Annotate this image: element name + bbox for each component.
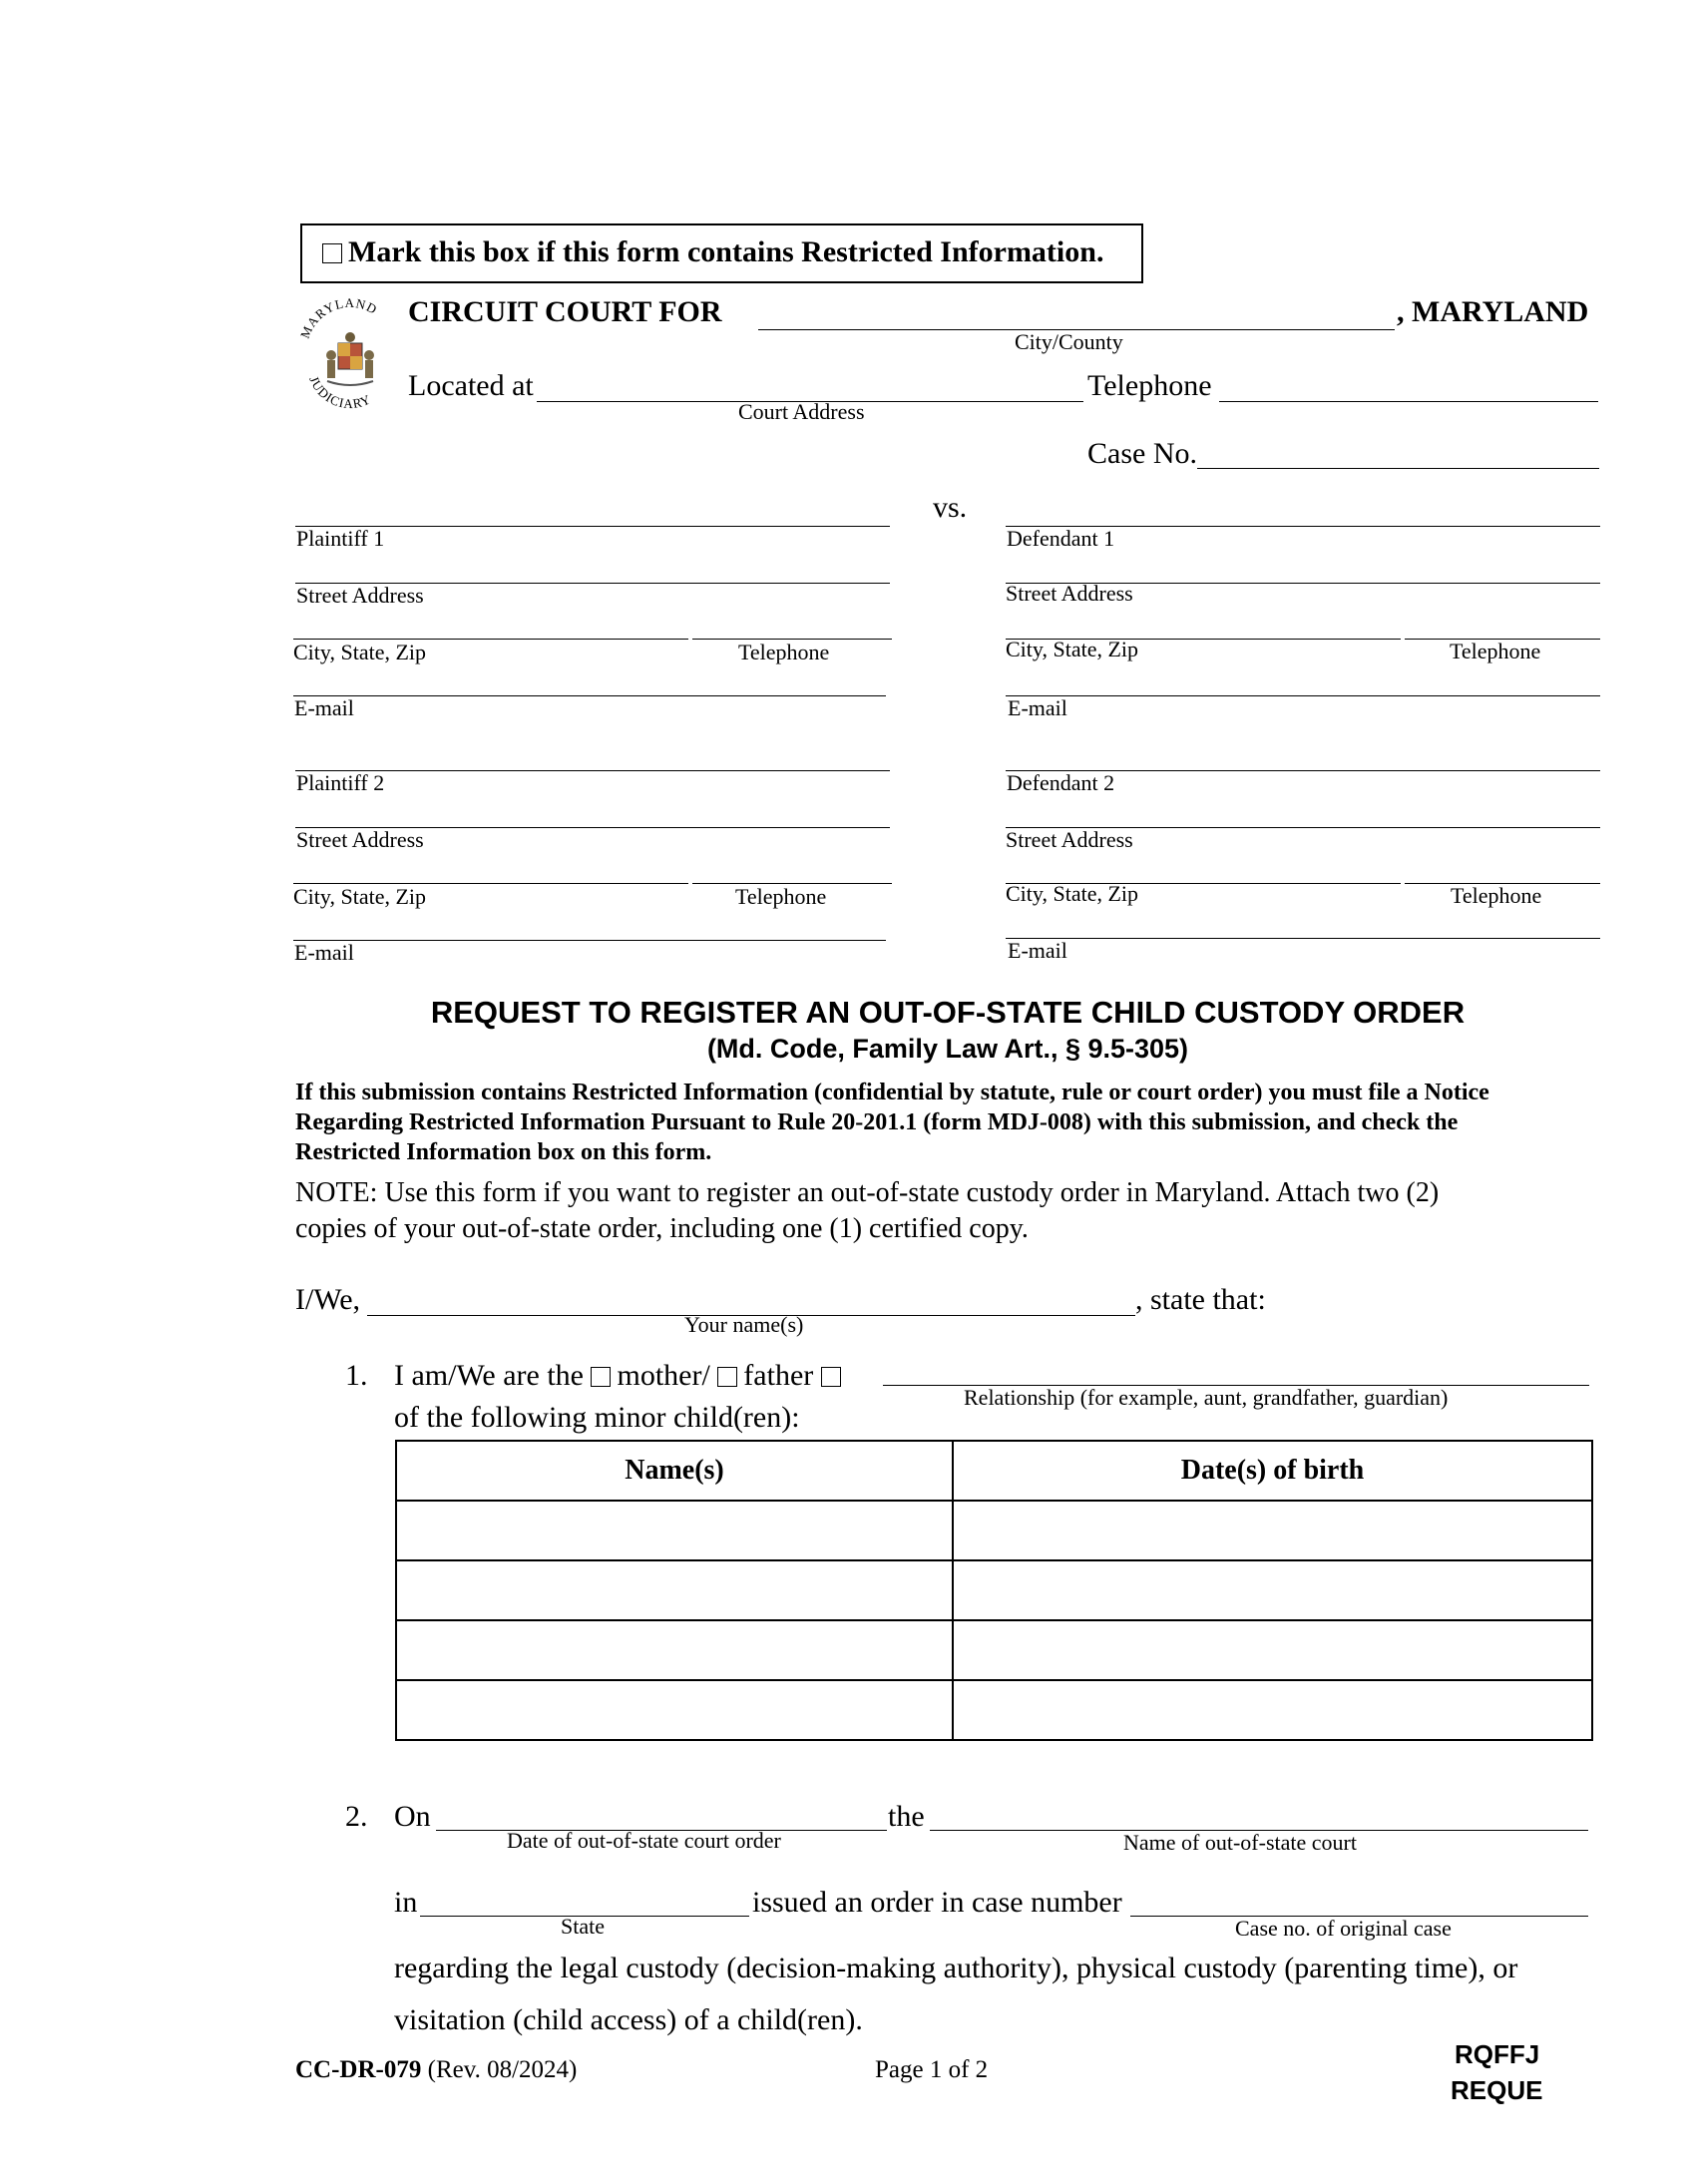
- children-table: [395, 1440, 1593, 1741]
- footer-code1: RQFFJ: [1455, 2039, 1540, 2069]
- plaintiff1-city-caption: City, State, Zip: [293, 640, 427, 664]
- mother-checkbox[interactable]: [591, 1367, 611, 1387]
- plaintiff2-phone-caption: Telephone: [735, 884, 827, 909]
- item2-in-label: in: [394, 1886, 418, 1919]
- plaintiff1-phone-caption: Telephone: [738, 640, 830, 664]
- your-names-caption: Your name(s): [684, 1312, 804, 1337]
- seal-crest-icon: [326, 332, 374, 385]
- form-title: REQUEST TO REGISTER AN OUT-OF-STATE CHILD CUSTODY ORDER: [430, 995, 1466, 1030]
- restricted-notice-line3: Restricted Information box on this form.: [295, 1139, 712, 1165]
- located-at-label: Located at: [408, 369, 534, 402]
- defendant1-email-caption: E-mail: [1008, 695, 1067, 720]
- defendant2-email-field[interactable]: [1006, 938, 1600, 939]
- footer-form-id: [295, 2056, 577, 2084]
- restricted-notice: [295, 1078, 1489, 1167]
- table-row: [396, 1560, 1592, 1620]
- child-dob-cell[interactable]: [953, 1501, 1592, 1560]
- maryland-judiciary-seal: [295, 295, 405, 415]
- note-line1: Use this form if you want to register an out-of-state custody order in Maryland. Attach two (2): [377, 1177, 1440, 1208]
- defendant2-city-caption: City, State, Zip: [1006, 881, 1139, 906]
- seal-top-text: MARYLAND: [296, 295, 380, 341]
- child-name-cell[interactable]: [396, 1620, 953, 1680]
- item2-issued-label: issued an order in case number: [752, 1886, 1122, 1919]
- svg-text:JUDICIARY: [306, 374, 373, 411]
- plaintiff2-street-caption: Street Address: [296, 827, 424, 852]
- child-name-cell[interactable]: [396, 1680, 953, 1740]
- original-case-caption: Case no. of original case: [1235, 1916, 1452, 1941]
- defendant1-city-caption: City, State, Zip: [1006, 637, 1139, 661]
- mother-label: mother/: [617, 1359, 710, 1392]
- item2-on-label: On: [394, 1800, 431, 1833]
- form-rev: (Rev. 08/2024): [421, 2056, 578, 2083]
- city-county-caption: City/County: [1015, 329, 1123, 354]
- defendant2-name-caption: Defendant 2: [1007, 770, 1115, 795]
- restricted-notice-line1: If this submission contains Restricted Information (confidential by statute, rule or court order) you must file a Notice: [295, 1080, 1489, 1105]
- plaintiff2-name-caption: Plaintiff 2: [296, 770, 385, 795]
- plaintiff2-city-caption: City, State, Zip: [293, 884, 427, 909]
- note-line2: copies of your out-of-state order, including one (1) certified copy.: [295, 1213, 1029, 1244]
- defendant2-street-caption: Street Address: [1006, 827, 1133, 852]
- defendant1-phone-caption: Telephone: [1450, 639, 1541, 663]
- defendant2-email-caption: E-mail: [1008, 938, 1067, 963]
- court-for-label: CIRCUIT COURT FOR: [408, 295, 722, 328]
- father-checkbox[interactable]: [717, 1367, 737, 1387]
- note-label: NOTE:: [295, 1177, 378, 1208]
- restricted-info-row[interactable]: [322, 235, 1103, 269]
- plaintiff1-email-field[interactable]: [293, 695, 886, 696]
- plaintiff1-email-caption: E-mail: [294, 695, 354, 720]
- table-row: [396, 1620, 1592, 1680]
- vs-label: vs.: [933, 491, 968, 524]
- defendant1-street-caption: Street Address: [1006, 581, 1133, 606]
- court-name-caption: Name of out-of-state court: [1123, 1830, 1357, 1855]
- maryland-label: , MARYLAND: [1397, 295, 1589, 328]
- item2-number: 2.: [345, 1800, 368, 1833]
- plaintiff1-street-caption: Street Address: [296, 583, 424, 608]
- restricted-notice-line2: Regarding Restricted Information Pursuant to Rule 20-201.1 (form MDJ-008) with this submission, and check the: [295, 1109, 1459, 1135]
- header-telephone-label: Telephone: [1087, 369, 1212, 402]
- father-label: father: [743, 1359, 814, 1392]
- court-telephone-field[interactable]: [1219, 401, 1598, 402]
- table-row: [396, 1501, 1592, 1560]
- restricted-label: Mark this box if this form contains Restricted Information.: [348, 235, 1104, 268]
- child-dob-cell[interactable]: [953, 1560, 1592, 1620]
- item2-line3: regarding the legal custody (decision-making authority), physical custody (parenting time), or: [394, 1952, 1518, 1984]
- restricted-checkbox[interactable]: [322, 243, 342, 263]
- child-name-cell[interactable]: [396, 1560, 953, 1620]
- child-dob-cell[interactable]: [953, 1680, 1592, 1740]
- iwe-label: I/We,: [295, 1283, 361, 1316]
- footer-code2: REQUE: [1451, 2075, 1543, 2105]
- item1-text: I am/We are the: [394, 1359, 584, 1392]
- form-id: CC-DR-079: [295, 2056, 422, 2083]
- child-dob-cell[interactable]: [953, 1620, 1592, 1680]
- item1-number: 1.: [345, 1359, 368, 1392]
- form-subtitle: (Md. Code, Family Law Art., § 9.5-305): [706, 1034, 1189, 1064]
- child-name-cell[interactable]: [396, 1501, 953, 1560]
- names-column-header: Name(s): [396, 1441, 953, 1501]
- defendant1-email-field[interactable]: [1006, 695, 1600, 696]
- plaintiff2-name-field[interactable]: [295, 770, 890, 771]
- restricted-info-box: [300, 223, 1143, 283]
- seal-bottom-text: JUDICIARY: [306, 373, 374, 412]
- case-no-label: Case No.: [1087, 437, 1197, 470]
- defendant2-phone-caption: Telephone: [1451, 883, 1542, 908]
- state-that-label: , state that:: [1135, 1283, 1266, 1316]
- plaintiff2-email-caption: E-mail: [294, 940, 354, 965]
- svg-text:MARYLAND: [297, 295, 380, 340]
- children-table-header: [396, 1441, 1592, 1501]
- item1-line1: [394, 1359, 847, 1393]
- plaintiff1-name-caption: Plaintiff 1: [296, 526, 385, 551]
- plaintiff2-email-field[interactable]: [293, 940, 886, 941]
- state-caption: State: [561, 1914, 605, 1939]
- defendant1-name-caption: Defendant 1: [1007, 526, 1115, 551]
- table-row: [396, 1680, 1592, 1740]
- case-no-field[interactable]: [1197, 468, 1599, 469]
- item1-line2: of the following minor child(ren):: [394, 1401, 800, 1434]
- item2-the-label: the: [888, 1800, 925, 1833]
- plaintiff1-name-field[interactable]: [295, 526, 890, 527]
- dob-column-header: Date(s) of birth: [953, 1441, 1592, 1501]
- relationship-checkbox[interactable]: [821, 1367, 841, 1387]
- page-number: Page 1 of 2: [875, 2056, 989, 2083]
- note-block: [295, 1175, 1439, 1247]
- order-date-caption: Date of out-of-state court order: [507, 1828, 781, 1853]
- item2-line4: visitation (child access) of a child(ren).: [394, 2003, 863, 2036]
- court-address-caption: Court Address: [738, 399, 865, 424]
- relationship-caption: Relationship (for example, aunt, grandfather, guardian): [964, 1385, 1449, 1410]
